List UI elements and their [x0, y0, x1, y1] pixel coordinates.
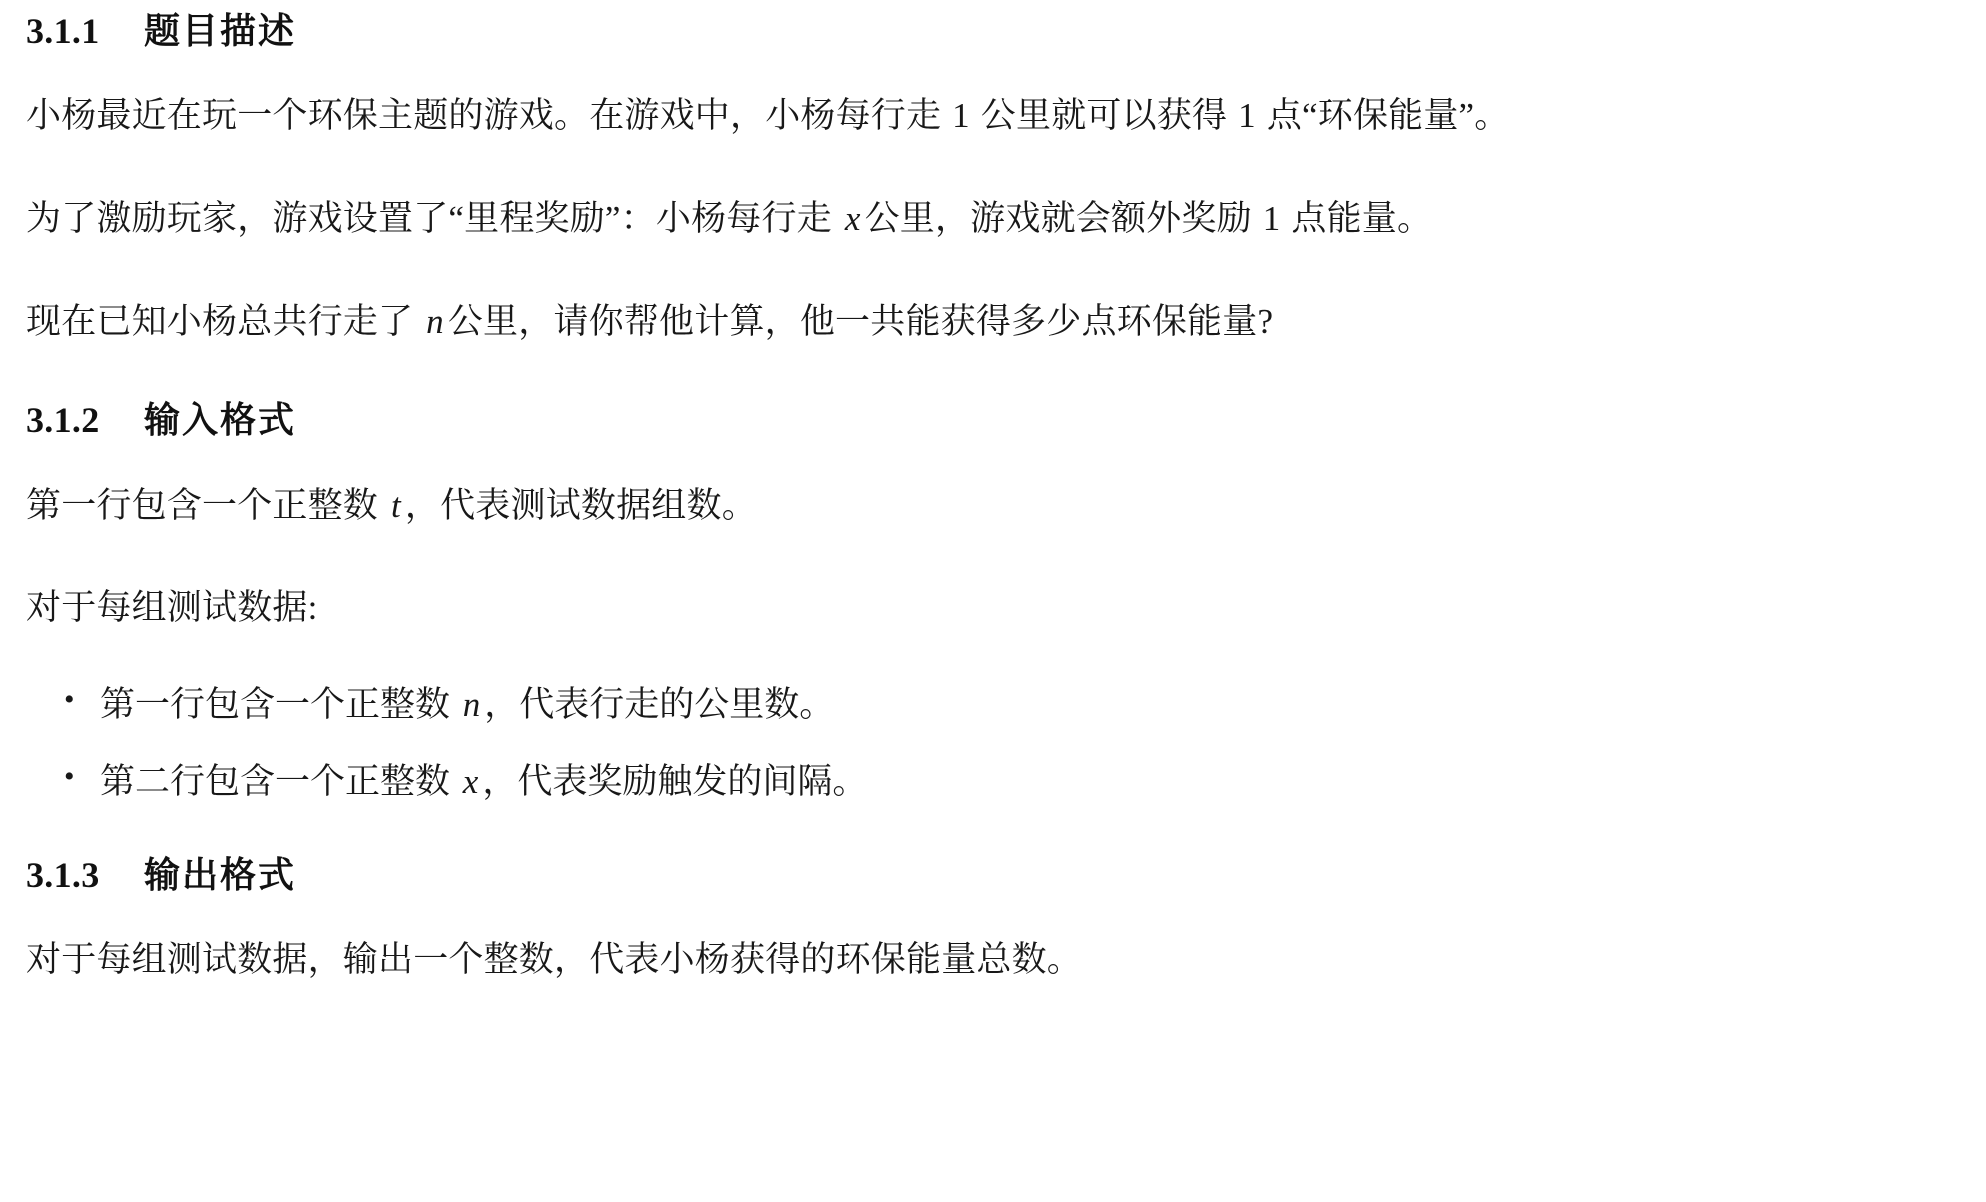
section-title: 题目描述 — [144, 11, 297, 51]
math-variable-x: x — [844, 198, 861, 238]
section-number: 3.1.2 — [26, 400, 100, 441]
inline-number-3: 1 — [1262, 198, 1281, 238]
section-heading-line — [26, 854, 296, 897]
section-heading-line — [26, 10, 296, 53]
paragraph-input-1: 第一行包含一个正整数 t ，代表测试数据组数。 — [26, 485, 757, 525]
math-variable-n: n — [426, 301, 444, 341]
input-format-list — [26, 680, 1960, 808]
section-number: 3.1.3 — [26, 854, 100, 895]
section-heading-line — [26, 399, 296, 442]
paragraph-input-2: 对于每组测试数据: — [26, 588, 318, 628]
inline-number-1: 1 — [952, 96, 970, 136]
section-number: 3.1.1 — [26, 11, 100, 51]
section-heading-3-1-2 — [26, 399, 1960, 442]
math-variable-n: n — [462, 685, 481, 725]
section-title: 输入格式 — [144, 400, 297, 441]
paragraph-description-2: 为了激励玩家，游戏设置了“里程奖励”：小杨每行走 x 公里，游戏就会额外奖励 1 点能量。 — [26, 198, 1433, 238]
inline-number-2: 1 — [1238, 96, 1256, 136]
list-item: • 第二行包含一个正整数 x ，代表奖励触发的间隔。 — [100, 757, 1960, 808]
paragraph-description-1: 小杨最近在玩一个环保主题的游戏。在游戏中，小杨每行走 1 公里就可以获得 1 点“环保能量”。 — [26, 96, 1510, 136]
section-heading-3-1-1 — [26, 10, 1960, 53]
section-title: 输出格式 — [144, 854, 297, 895]
section-heading-3-1-3 — [26, 854, 1960, 897]
paragraph-description-3: 现在已知小杨总共行走了 n 公里，请你帮他计算，他一共能获得多少点环保能量? — [26, 301, 1274, 341]
math-variable-x: x — [462, 761, 479, 801]
list-item: • 第一行包含一个正整数 n ，代表行走的公里数。 — [100, 680, 1960, 731]
paragraph-output-1: 对于每组测试数据，输出一个整数，代表小杨获得的环保能量总数。 — [26, 939, 1083, 979]
math-variable-t: t — [390, 485, 401, 525]
